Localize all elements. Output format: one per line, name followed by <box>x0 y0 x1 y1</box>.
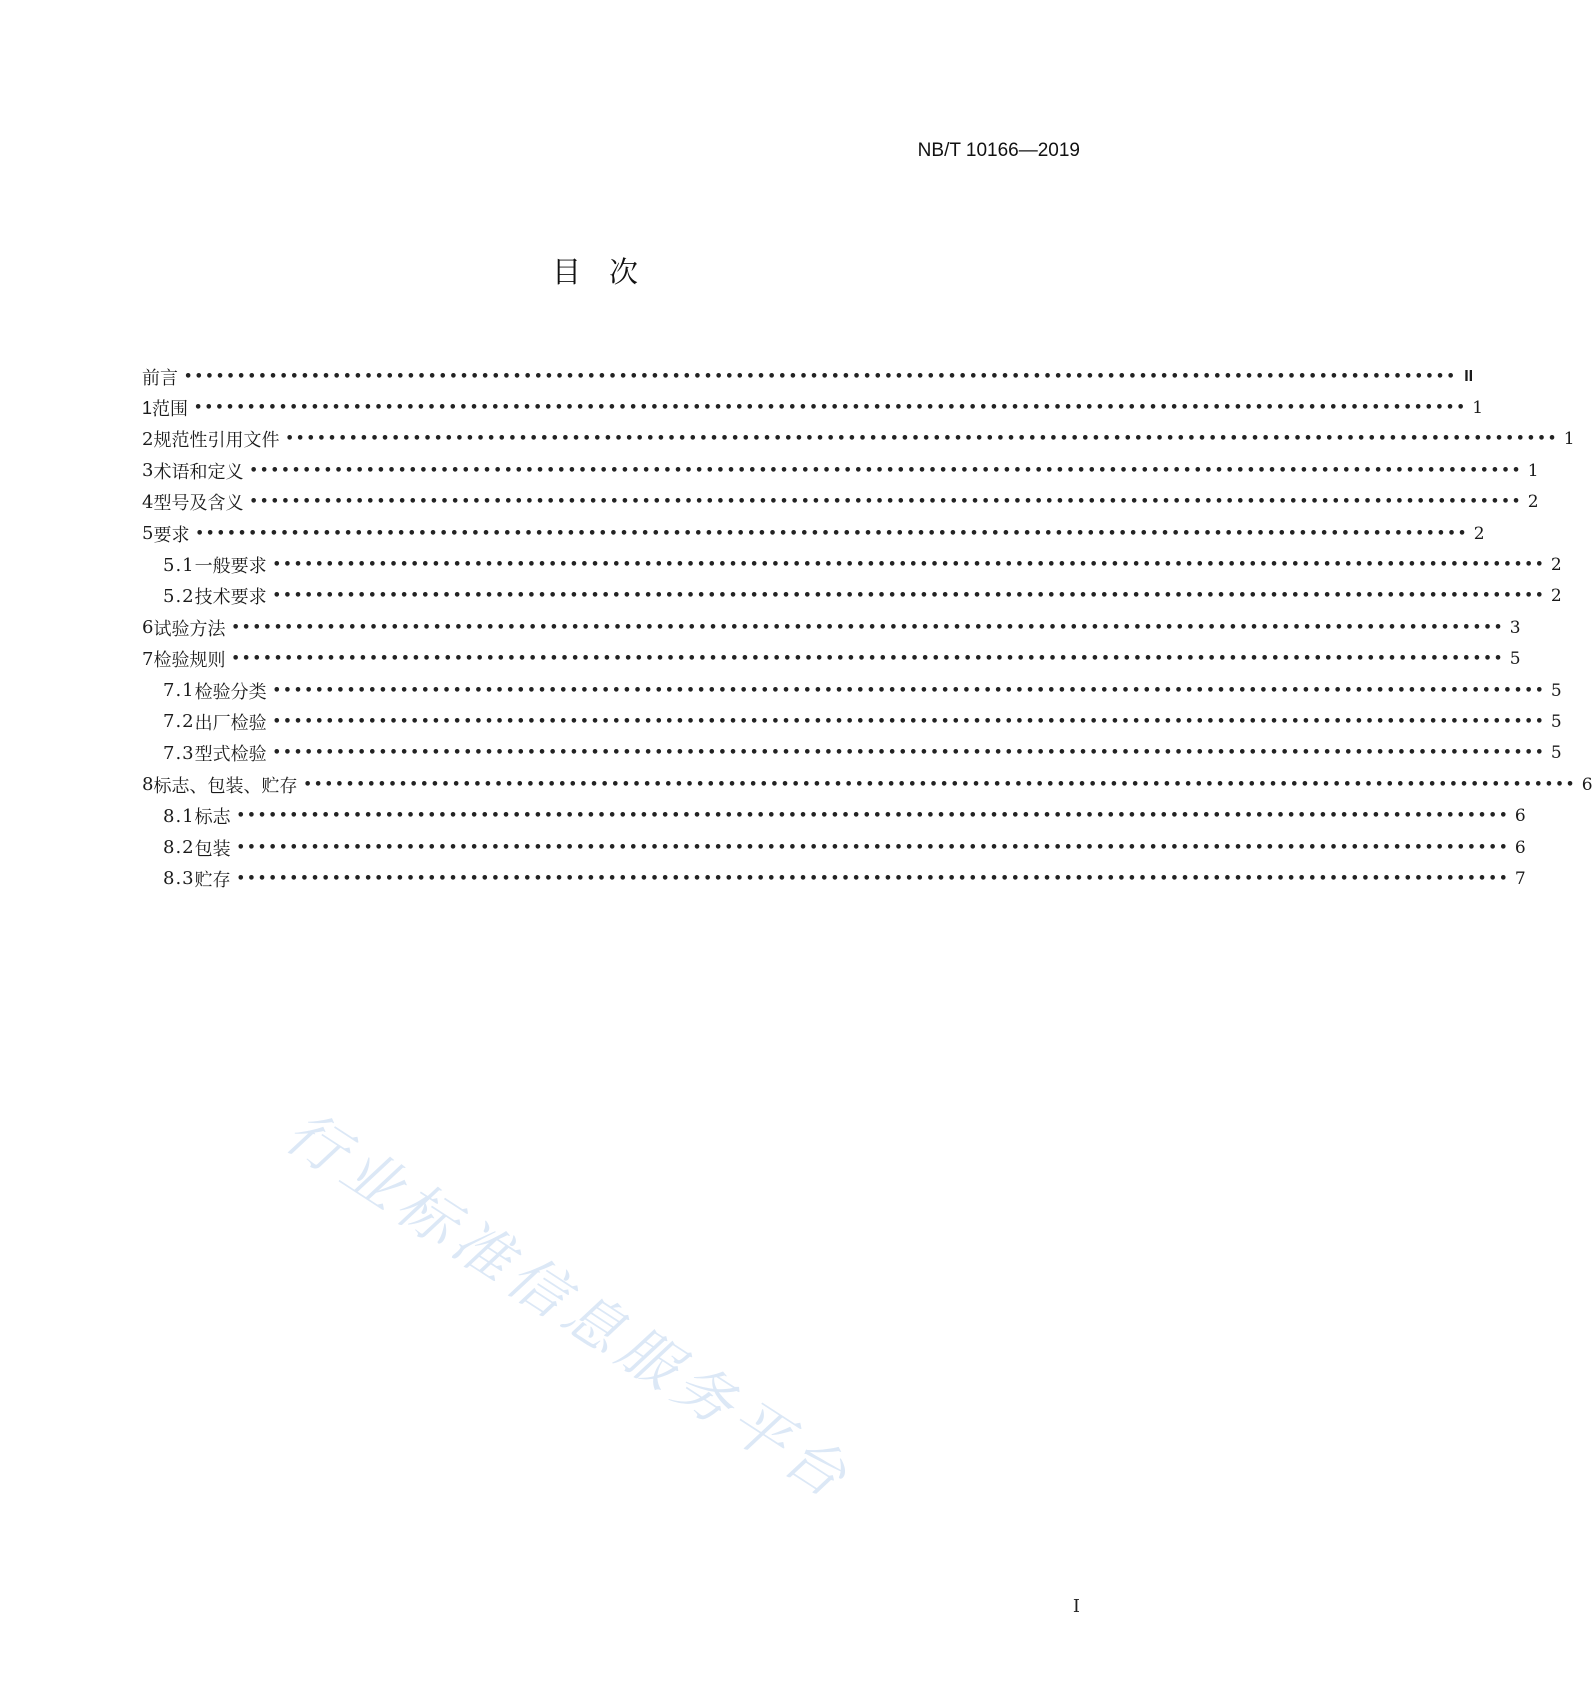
toc-leader-dots: •••••••••••••••••••••••••••••••••••••••••••••••••••••••••••••••••••••••••••••••••••••••••••••••••••••••••••••••••••••••• <box>236 870 1510 886</box>
toc-entry-number: 5.2 <box>163 585 195 607</box>
toc-entry[interactable] <box>142 549 1562 580</box>
toc-leader-dots: •••••••••••••••••••••••••••••••••••••••••••••••••••••••••••••••••••••••••••••••••••••••••••••••••••••••••••••••••••••••• <box>272 588 1546 604</box>
toc-entry-number: 8.1 <box>163 805 195 827</box>
toc-entry-label: 标志、包装、贮存 <box>153 775 298 797</box>
table-of-contents <box>142 361 1593 895</box>
toc-entry-label: 术语和定义 <box>153 461 244 483</box>
toc-entry-label: 贮存 <box>194 869 231 891</box>
toc-entry-page: II <box>1464 367 1474 385</box>
toc-entry-label: 要求 <box>153 524 190 546</box>
toc-entry-number: 8.3 <box>163 868 195 890</box>
page-title: 目次 <box>551 255 666 289</box>
toc-entry-page: 2 <box>1473 523 1485 544</box>
toc-entry[interactable] <box>142 424 1575 455</box>
toc-entry-label: 出厂检验 <box>194 712 267 734</box>
toc-leader-dots: •••••••••••••••••••••••••••••••••••••••••••••••••••••••••••••••••••••••••••••••••••••••••••••••••••••••••••••••••••••••• <box>249 494 1523 510</box>
toc-leader-dots: •••••••••••••••••••••••••••••••••••••••••••••••••••••••••••••••••••••••••••••••••••••••••••••••••••••••••••••••••••••••• <box>285 431 1559 447</box>
toc-entry-label: 型式检验 <box>194 744 267 766</box>
toc-entry-page: 5 <box>1550 743 1562 764</box>
toc-entry-number: 5 <box>142 523 154 545</box>
toc-entry-page: 6 <box>1514 837 1526 858</box>
page-number: I <box>1072 1596 1080 1617</box>
toc-entry-page: 5 <box>1550 711 1562 732</box>
toc-entry[interactable] <box>142 361 1474 392</box>
toc-entry-page: 1 <box>1563 429 1575 450</box>
toc-leader-dots: •••••••••••••••••••••••••••••••••••••••••••••••••••••••••••••••••••••••••••••••••••••••••••••••••••••••••••••••••••••••• <box>249 462 1523 478</box>
toc-leader-dots: •••••••••••••••••••••••••••••••••••••••••••••••••••••••••••••••••••••••••••••••••••••••••••••••••••••••••••••••••••••••• <box>272 557 1546 573</box>
toc-entry-page: 6 <box>1514 806 1526 827</box>
toc-entry-number: 8.2 <box>163 837 195 859</box>
toc-entry-number: 7.2 <box>163 711 195 733</box>
toc-entry-label: 规范性引用文件 <box>153 430 280 452</box>
toc-entry-number: 7 <box>142 648 154 670</box>
toc-entry-page: 3 <box>1509 617 1521 638</box>
toc-entry-label: 范围 <box>152 399 189 421</box>
toc-leader-dots: •••••••••••••••••••••••••••••••••••••••••••••••••••••••••••••••••••••••••••••••••••••••••••••••••••••••••••••••••••••••• <box>272 713 1546 729</box>
toc-entry[interactable] <box>142 518 1485 549</box>
toc-entry-label: 试验方法 <box>153 618 226 640</box>
toc-entry-page: 2 <box>1550 555 1562 576</box>
toc-entry[interactable] <box>142 392 1484 423</box>
toc-entry-number: 8 <box>142 774 154 796</box>
toc-entry-label: 前言 <box>142 367 178 389</box>
toc-entry[interactable] <box>142 863 1526 894</box>
toc-entry[interactable] <box>142 675 1562 706</box>
toc-entry-page: 5 <box>1509 649 1521 670</box>
toc-entry-number: 7.1 <box>163 680 195 702</box>
toc-entry-label: 检验分类 <box>194 681 267 703</box>
toc-entry-page: 6 <box>1581 774 1593 795</box>
toc-entry[interactable] <box>142 644 1521 675</box>
toc-entry[interactable] <box>142 738 1562 769</box>
toc-entry[interactable] <box>142 832 1526 863</box>
toc-leader-dots: •••••••••••••••••••••••••••••••••••••••••••••••••••••••••••••••••••••••••••••••••••••••••••••••••••••••••••••••••••••••• <box>195 525 1469 541</box>
toc-entry-number: 6 <box>142 617 154 639</box>
toc-entry[interactable] <box>142 487 1539 518</box>
toc-leader-dots: •••••••••••••••••••••••••••••••••••••••••••••••••••••••••••••••••••••••••••••••••••••••••••••••••••••••••••••••••••••••• <box>194 400 1468 416</box>
toc-leader-dots: •••••••••••••••••••••••••••••••••••••••••••••••••••••••••••••••••••••••••••••••••••••••••••••••••••••••••••••••••••••••• <box>272 745 1546 761</box>
toc-entry-number: 7.3 <box>163 742 195 764</box>
toc-entry[interactable] <box>142 455 1539 486</box>
toc-entry-label: 检验规则 <box>153 650 226 672</box>
toc-entry-number: 4 <box>142 491 154 513</box>
toc-entry[interactable] <box>142 612 1521 643</box>
toc-entry-label: 一般要求 <box>194 556 267 578</box>
toc-leader-dots: •••••••••••••••••••••••••••••••••••••••••••••••••••••••••••••••••••••••••••••••••••••••••••••••••••••••••••••••••••••••• <box>272 682 1546 698</box>
toc-entry[interactable] <box>142 769 1593 800</box>
toc-entry-page: 7 <box>1514 868 1526 889</box>
toc-entry-label: 技术要求 <box>194 587 267 609</box>
toc-entry-label: 标志 <box>194 807 231 829</box>
toc-entry[interactable] <box>142 581 1562 612</box>
toc-entry-page: 5 <box>1550 680 1562 701</box>
toc-leader-dots: •••••••••••••••••••••••••••••••••••••••••••••••••••••••••••••••••••••••••••••••••••••••••••••••••••••••••••••••••••••••• <box>303 776 1577 792</box>
toc-entry[interactable] <box>142 800 1526 831</box>
toc-entry-page: 2 <box>1550 586 1562 607</box>
toc-entry-number: 3 <box>142 460 154 482</box>
watermark: 行业标准信息服务平台 <box>273 1097 865 1515</box>
toc-leader-dots: •••••••••••••••••••••••••••••••••••••••••••••••••••••••••••••••••••••••••••••••••••••••••••••••••••••••••••••••••••••••• <box>184 368 1458 384</box>
toc-entry-number: 1 <box>142 397 153 418</box>
toc-entry-number: 2 <box>142 428 154 450</box>
toc-leader-dots: •••••••••••••••••••••••••••••••••••••••••••••••••••••••••••••••••••••••••••••••••••••••••••••••••••••••••••••••••••••••• <box>236 839 1510 855</box>
toc-entry[interactable] <box>142 706 1562 737</box>
toc-entry-page: 2 <box>1527 492 1539 513</box>
toc-leader-dots: •••••••••••••••••••••••••••••••••••••••••••••••••••••••••••••••••••••••••••••••••••••••••••••••••••••••••••••••••••••••• <box>231 651 1505 667</box>
toc-entry-label: 型号及含义 <box>153 493 244 515</box>
toc-leader-dots: •••••••••••••••••••••••••••••••••••••••••••••••••••••••••••••••••••••••••••••••••••••••••••••••••••••••••••••••••••••••• <box>236 808 1510 824</box>
standard-number: NB/T 10166—2019 <box>917 140 1080 161</box>
toc-entry-page: 1 <box>1527 460 1539 481</box>
toc-entry-number: 5.1 <box>163 554 195 576</box>
toc-entry-label: 包装 <box>194 838 231 860</box>
toc-entry-page: 1 <box>1472 398 1484 419</box>
toc-leader-dots: •••••••••••••••••••••••••••••••••••••••••••••••••••••••••••••••••••••••••••••••••••••••••••••••••••••••••••••••••••••••• <box>231 619 1505 635</box>
